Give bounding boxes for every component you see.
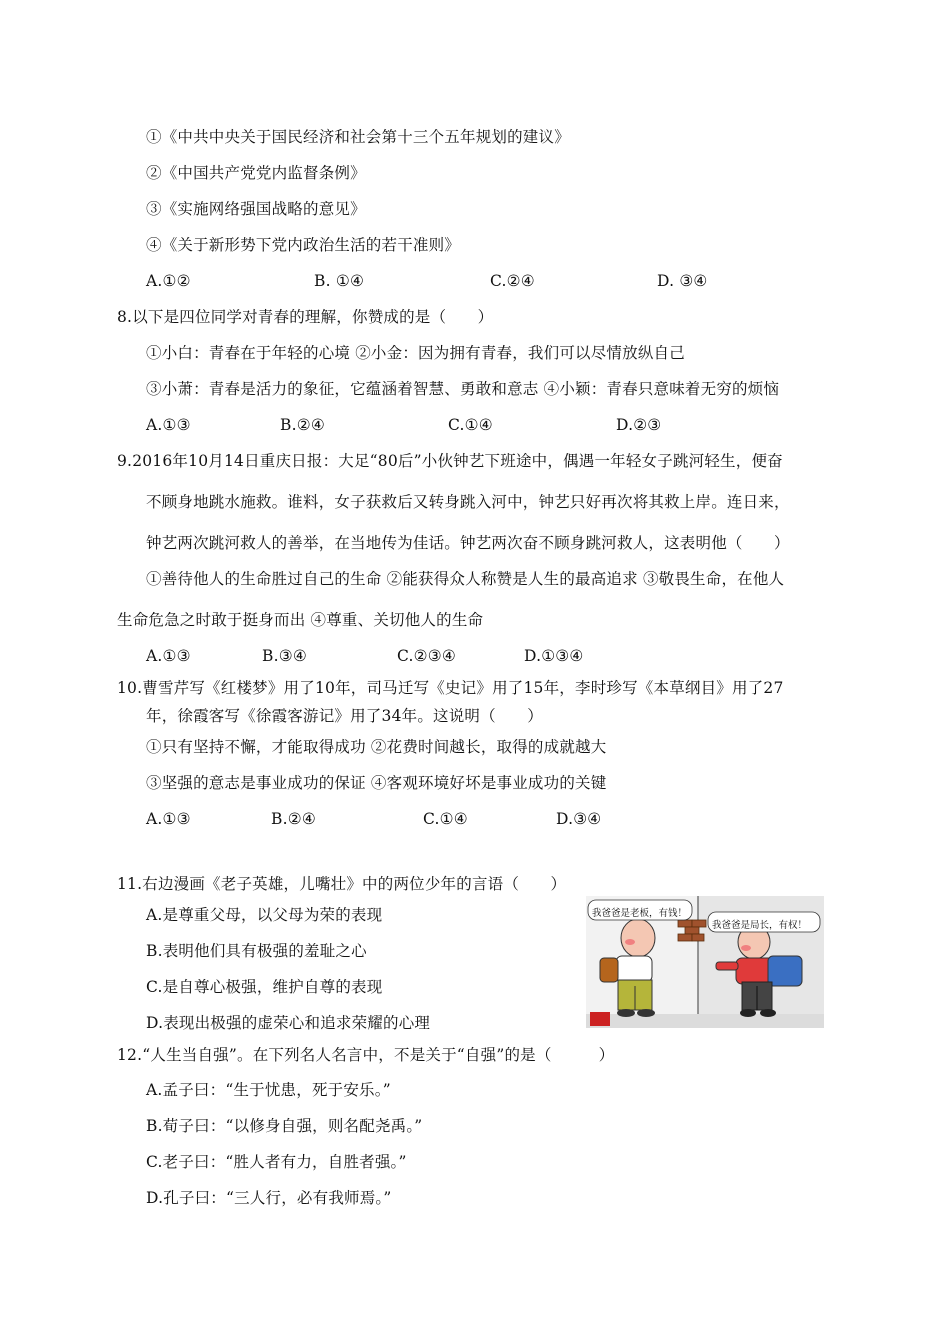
- q11-option-a: A.是尊重父母，以父母为荣的表现: [146, 906, 383, 924]
- q9-item-line-1: ①善待他人的生命胜过自己的生命 ②能获得众人称赞是人生的最高追求 ③敬畏生命，在他人: [146, 570, 785, 588]
- comic-illustration: [586, 896, 824, 1028]
- q12-option-b: B.荀子曰：“以修身自强，则名配尧禹。”: [146, 1117, 423, 1135]
- q7-item-3: ③《实施网络强国战略的意见》: [146, 200, 366, 218]
- q10-option-b: B.②④: [271, 810, 316, 828]
- q12-option-c: C.老子曰：“胜人者有力，自胜者强。”: [146, 1153, 407, 1171]
- q7-item-4: ④《关于新形势下党内政治生活的若干准则》: [146, 236, 461, 254]
- q9-option-c: C.②③④: [397, 647, 456, 665]
- q12-option-d: D.孔子曰：“三人行，必有我师焉。”: [146, 1189, 392, 1207]
- q10-stem-line-1: 10.曹雪芹写《红楼梦》用了10年，司马迁写《史记》用了15年，李时珍写《本草纲目》用了27: [117, 679, 784, 697]
- q8-option-d: D.②③: [616, 416, 662, 434]
- q7-item-2: ②《中国共产党党内监督条例》: [146, 164, 366, 182]
- q9-option-d: D.①③④: [524, 647, 584, 665]
- q10-option-c: C.①④: [423, 810, 468, 828]
- q11-stem: 11.右边漫画《老子英雄，儿嘴壮》中的两位少年的言语（ ）: [117, 875, 567, 893]
- q10-option-d: D.③④: [556, 810, 602, 828]
- q7-option-c: C.②④: [490, 272, 535, 290]
- q11-option-c: C.是自尊心极强，维护自尊的表现: [146, 978, 383, 996]
- q11-option-d: D.表现出极强的虚荣心和追求荣耀的心理: [146, 1014, 431, 1032]
- q8-option-b: B.②④: [280, 416, 325, 434]
- q8-item-1: ①小白：青春在于年轻的心境 ②小金：因为拥有青春，我们可以尽情放纵自己: [146, 344, 685, 362]
- comic-bubble-right: 我爸爸是局长，有权！: [712, 920, 808, 931]
- q10-item-1: ①只有坚持不懈，才能取得成功 ②花费时间越长，取得的成就越大: [146, 738, 607, 756]
- q10-item-2: ③坚强的意志是事业成功的保证 ④客观环境好坏是事业成功的关键: [146, 774, 607, 792]
- q9-stem-line-3: 钟艺两次跳河救人的善举，在当地传为佳话。钟艺两次奋不顾身跳河救人，这表明他（ ）: [146, 534, 790, 552]
- q7-option-d: D. ③④: [657, 272, 708, 290]
- q8-option-c: C.①④: [448, 416, 493, 434]
- q8-option-a: A.①③: [146, 416, 191, 434]
- q9-option-b: B.③④: [262, 647, 307, 665]
- q8-item-2: ③小萧：青春是活力的象征，它蕴涵着智慧、勇敢和意志 ④小颖：青春只意味着无穷的烦恼: [146, 380, 780, 398]
- q7-option-b: B. ①④: [314, 272, 365, 290]
- q9-stem-line-1: 9.2016年10月14日重庆日报：大足“80后”小伙钟艺下班途中，偶遇一年轻女子跳河轻生，便奋: [117, 452, 783, 470]
- q7-option-a: A.①②: [146, 272, 191, 290]
- q9-stem-line-2: 不顾身地跳水施救。谁料，女子获救后又转身跳入河中，钟艺只好再次将其救上岸。连日来，: [146, 493, 790, 511]
- q11-option-b: B.表明他们具有极强的羞耻之心: [146, 942, 367, 960]
- q12-stem: 12.“人生当自强”。在下列名人名言中，不是关于“自强”的是（ ）: [117, 1046, 615, 1064]
- q10-stem-line-2: 年，徐霞客写《徐霞客游记》用了34年。这说明（ ）: [146, 707, 543, 725]
- q9-item-line-2: 生命危急之时敢于挺身而出 ④尊重、关切他人的生命: [117, 611, 484, 629]
- q7-item-1: ①《中共中央关于国民经济和社会第十三个五年规划的建议》: [146, 128, 570, 146]
- q8-stem: 8.以下是四位同学对青春的理解，你赞成的是（ ）: [117, 308, 494, 326]
- q9-option-a: A.①③: [146, 647, 191, 665]
- q10-option-a: A.①③: [146, 810, 191, 828]
- q12-option-a: A.孟子曰：“生于忧患，死于安乐。”: [146, 1081, 391, 1099]
- comic-bubble-left: 我爸爸是老板，有钱！: [592, 908, 688, 919]
